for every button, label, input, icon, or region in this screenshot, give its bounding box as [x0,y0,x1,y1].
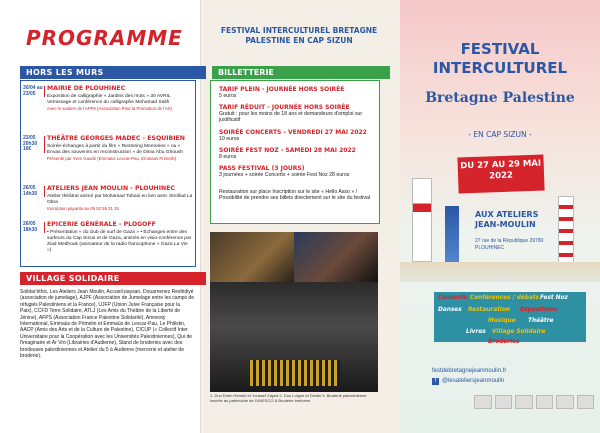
activity-item: Concerts [438,295,467,301]
event-place: MAIRIE DE PLOUHINEC [47,85,126,92]
ground-decor [400,262,600,282]
festival-dates: DU 27 AU 29 MAI 2022 [457,155,544,194]
photo-musicians-1 [210,232,294,282]
ticket-name: TARIF RÉDUIT - JOURNÉE HORS SOIRÉE [219,104,350,111]
activity-item: Danses [438,307,462,313]
bretagne-palestine-title: Bretagne Palestine [425,90,575,106]
activity-item: Livres [466,329,486,335]
event-item [21,85,195,131]
partner-logo [536,395,554,409]
event-note: Avec le soutien de l'APPA (Association Pour la Promotion de l'Art) [47,106,172,111]
embroidery-pattern [250,360,340,386]
ticket-name: TARIF PLEIN - JOURNÉE HORS SOIRÉE [219,86,345,93]
event-date: 26/05 18h30 [23,222,45,233]
facebook-handle: @lesateliersjeanmoulin [442,378,505,384]
ticket-name: SOIRÉE FEST NOZ - SAMEDI 28 MAI 2022 [219,147,356,154]
photo-musicians-2 [294,232,378,282]
partner-logo [474,395,492,409]
billetterie-box [210,80,380,224]
venue-name: AUX ATELIERS JEAN-MOULIN [475,210,539,229]
activity-item: Restauration [468,307,511,313]
partner-logo [495,395,513,409]
event-date: 26/05 14h30 [23,186,45,197]
ticket-price: Restauration sur place Inscription sur le site « Hello Asso » / Possibilité de prendre ses billets directement sur le site du festival [219,189,371,201]
activity-item: Village Solidaire [492,329,546,335]
facebook-link[interactable] [432,378,504,385]
event-item [21,135,195,181]
partner-logo [515,395,533,409]
ticket-price: 8 euros [219,154,237,160]
ticket-name: SOIRÉE CONCERTS - VENDREDI 27 MAI 2022 [219,129,367,136]
ticket-item [219,147,377,160]
partner-logo [577,395,595,409]
activity-item: Musique [488,318,516,324]
event-desc [47,94,193,113]
photo-caption: 1. Duo Errim Hermiri et Youssef Zayed 2. Duo Loigne et Dindin 3. Broderie palestinienne inscrite au patrimoine de l'UNESCO & Broderie bretonne [210,393,367,403]
ticket-name: PASS FESTIVAL (3 JOURS) [219,165,305,172]
event-desc [47,194,193,213]
activity-item: Broderies [488,339,520,345]
event-item [21,221,195,265]
event-date: 23/05 20h30 16€ [23,136,45,153]
event-place: ATELIERS JEAN MOULIN - PLOUHINEC [47,185,175,192]
cap-sizun-subtitle: - EN CAP SIZUN - [468,130,532,139]
billetterie-header: BILLETTERIE [212,66,390,79]
facebook-icon: f [432,378,439,385]
event-desc-text: Exposition de calligraphie « Jardins des mots » 30 AVRIL Vernissage et conférence du calligraphe Mohamad Salih [47,94,171,105]
lighthouse-left-icon [412,178,432,262]
village-solidaire-text: Solidar'éthic, Les Ateliers Jean Moulin, Accueil paysan, Douarnenez Reshidiyé (association de jumelage), AJPF (Association de Jumelage entre les camps de réfugiés Palestiniens et la France), UJFP (Union Juive Française pour la Paix), CCFD Terre Solidaire, ATLJ (Les Amis du Théâtre de la Liberté de Jénine), AFPS (Association France Palestine Solidarité), Amnesty International, Emmaüs de Primelin et Emmaüs de Lescar-Pau, Le Philistin, AACP (Amis des Arts et de la Culture de Palestine), CICUP (« Collectif Inter Universitaire pour la Coopération avec les Universités Palestiniennes), Qui de l'imaginaire et Ar Vro (Librairies d'Audierne), Stand de broderies avec des brodeuses palestiniennes et Atelier du 5 à Audierne (mercerie et atelier de broderie). [20,289,194,360]
venue-address: 27 rue de la République 29780 PLOUHINEC [475,238,544,251]
activity-item: Conférences / débats [470,295,540,301]
ticket-price: 10 euros [219,136,240,142]
ticket-item [219,165,377,178]
event-place: EPICERIE GÉNÉRALE - PLOGOFF [47,221,156,228]
partner-logos [474,395,594,409]
event-date: 30/04 au 23/05 [23,86,45,97]
ticket-price: 3 journées + soirée Concerts + soirée Fest Noz 28 euros [219,172,350,178]
village-solidaire-header: VILLAGE SOLIDAIRE [20,272,206,285]
activity-item: Expositions [520,307,558,313]
activity-item: Théâtre [528,318,554,324]
middle-title: FESTIVAL INTERCULTUREL BRETAGNE PALESTINE EN CAP SIZUN [220,26,378,45]
ticket-price: 5 euros [219,93,237,99]
programme-title: PROGRAMME [26,26,183,50]
event-place: THÉÂTRE GEORGES MADEC - ESQUIBIEN [47,135,185,142]
event-desc [47,144,193,163]
activity-item: Fest Noz [540,295,568,301]
event-item [21,185,195,219]
event-desc-text: Soirée-échanges à partir du film « Restoring Memories » ou « Envas des souvenirs en reconstruction » de Dima Abu Ghoush [47,144,183,155]
festival-title: FESTIVAL INTERCULTUREL [432,40,568,77]
event-note: Présenté par Yves Gaudé (Emmaüs Lescar-Pau, Emmaüs Primelin) [47,156,177,161]
hors-les-murs-header: HORS LES MURS [20,66,206,79]
partner-logo [556,395,574,409]
event-desc-text: • Présentation « du club de surf de Gaza » • Échanges entre des surfeurs du Cap Sizun et de Gaza, animés en visio-conférence par Ziad Medhouk (animateur de la radio francophone « Gaza La Vie ») [47,230,192,253]
ticket-item [219,104,377,123]
photo-collage [210,232,378,392]
ticket-price: Gratuit : pour les moins de 18 ans et demandeurs d'emploi sur justificatif [219,111,363,123]
photo-embroidery [210,282,378,392]
event-note: Inscription payante au 09 52 56 31 25 [47,206,119,211]
ticket-item [219,189,377,201]
hors-les-murs-box [20,80,196,267]
ticket-item [219,129,377,142]
lighthouse-right-icon [558,196,574,264]
event-desc-text: Atelier théâtral animé par Mohamad Tobasi en lien avec Strollad La Obra [47,194,193,205]
ticket-item [219,86,377,99]
website-link[interactable]: festdebretagnejeanmoulin.fr [432,368,507,374]
event-desc [47,230,193,254]
